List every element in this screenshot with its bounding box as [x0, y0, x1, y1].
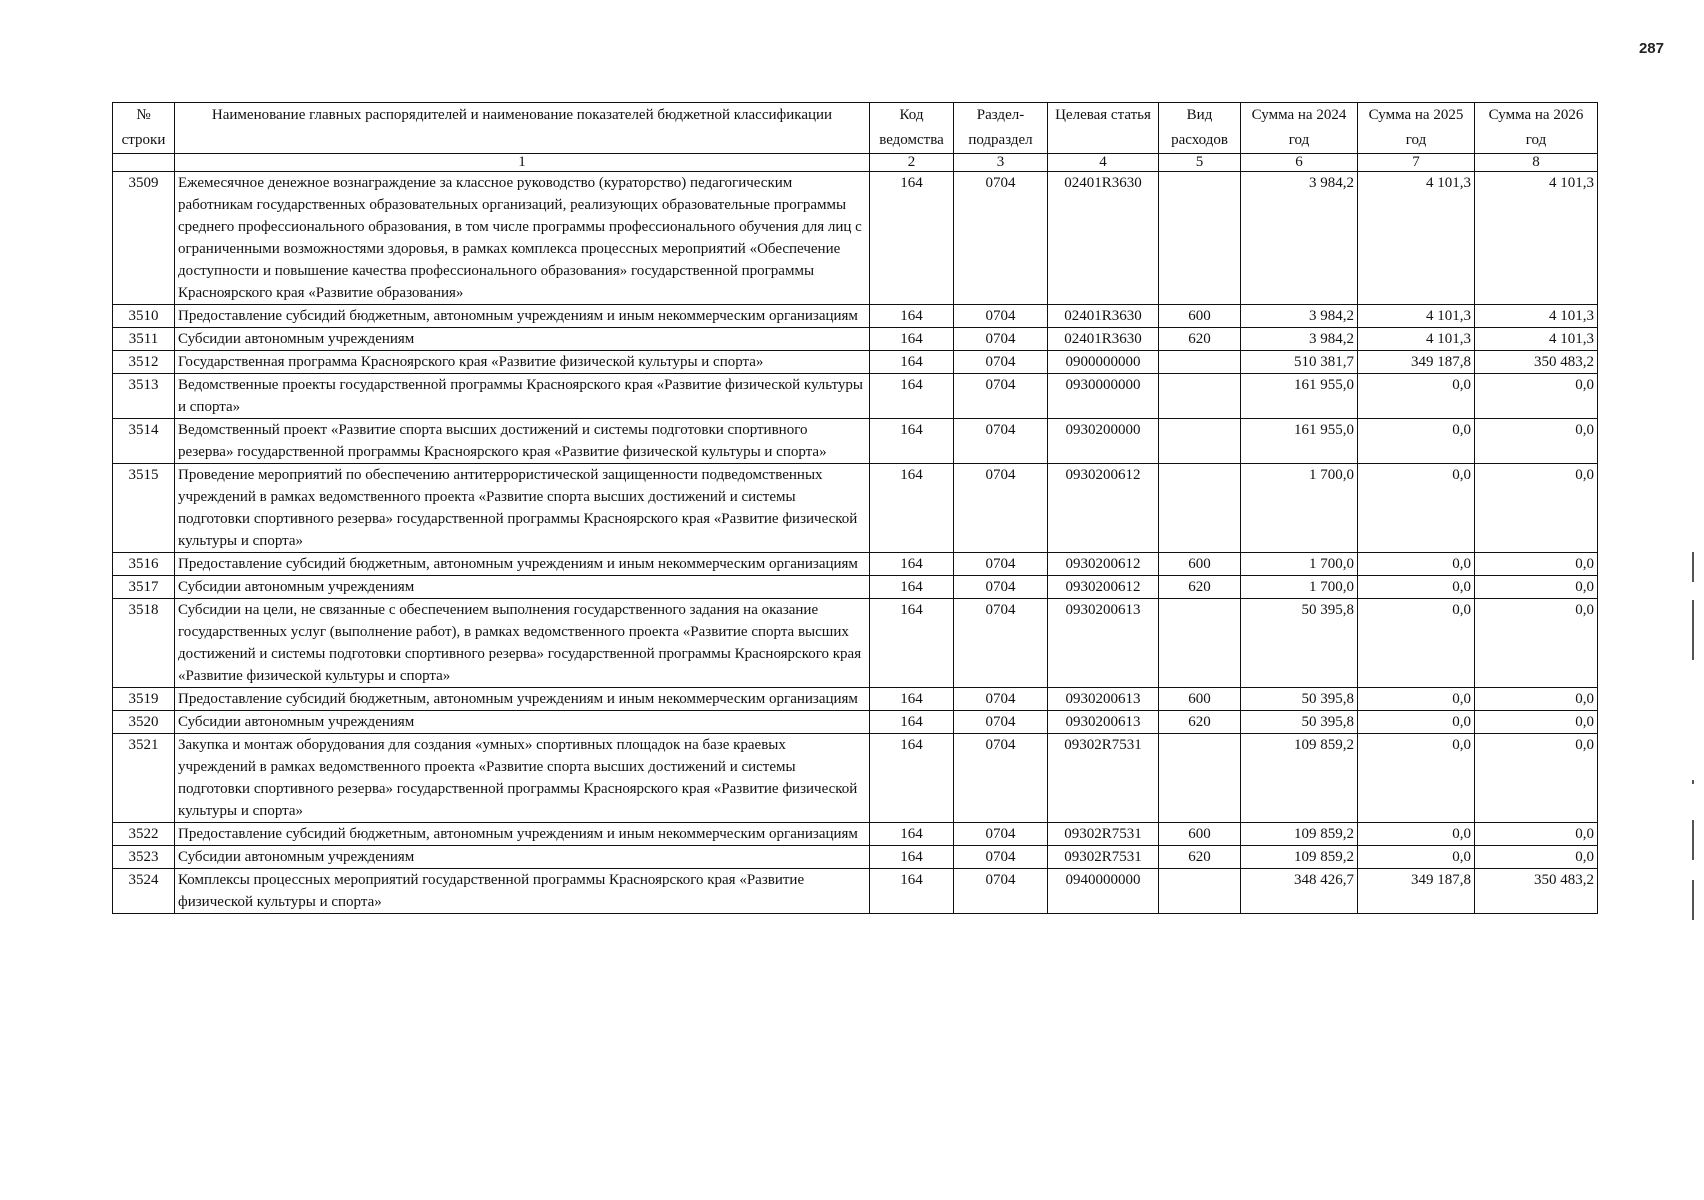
section-code: 0704	[954, 351, 1048, 374]
table-row	[113, 846, 1598, 869]
sum-2025: 0,0	[1358, 823, 1475, 846]
row-name: Ведомственные проекты государственной программы Красноярского края «Развитие физической культуры и спорта»	[175, 374, 870, 419]
sum-2026: 0,0	[1475, 576, 1598, 599]
dept-code: 164	[870, 172, 954, 305]
dept-code: 164	[870, 599, 954, 688]
header-expense-type: Вид расходов	[1159, 103, 1241, 154]
target-article: 02401R3630	[1048, 328, 1159, 351]
column-number: 1	[175, 154, 870, 172]
header-dept-code: Код ведомства	[870, 103, 954, 154]
header-row-number: № строки	[113, 103, 175, 154]
target-article: 09302R7531	[1048, 823, 1159, 846]
header-sum-2025: Сумма на 2025 год	[1358, 103, 1475, 154]
column-number: 4	[1048, 154, 1159, 172]
scan-mark	[1692, 880, 1694, 920]
sum-2025: 0,0	[1358, 599, 1475, 688]
sum-2024: 109 859,2	[1241, 846, 1358, 869]
sum-2026: 0,0	[1475, 688, 1598, 711]
column-number: 8	[1475, 154, 1598, 172]
section-code: 0704	[954, 823, 1048, 846]
header-row	[113, 103, 1598, 154]
column-number-row	[113, 154, 1598, 172]
sum-2026: 0,0	[1475, 464, 1598, 553]
sum-2026: 0,0	[1475, 846, 1598, 869]
header-target-article: Целевая статья	[1048, 103, 1159, 154]
sum-2024: 348 426,7	[1241, 869, 1358, 914]
row-number: 3516	[113, 553, 175, 576]
sum-2024: 510 381,7	[1241, 351, 1358, 374]
table-row	[113, 576, 1598, 599]
table-row	[113, 823, 1598, 846]
sum-2026: 0,0	[1475, 419, 1598, 464]
expense-type: 620	[1159, 576, 1241, 599]
row-name: Ежемесячное денежное вознаграждение за классное руководство (кураторство) педагогическим работникам государственных образовательных организаций, реализующих образовательные программы среднего профессионального образования, в том числе программы профессионального обучения для лиц с ограниченными возможностями здоровья, в рамках комплекса процессных мероприятий «Обеспечение доступности и повышение качества профессионального образования» государственной программы Красноярского края «Развитие образования»	[175, 172, 870, 305]
page-number: 287	[1638, 40, 1664, 57]
table-row	[113, 711, 1598, 734]
row-name: Предоставление субсидий бюджетным, автономным учреждениям и иным некоммерческим организациям	[175, 823, 870, 846]
sum-2024: 50 395,8	[1241, 688, 1358, 711]
section-code: 0704	[954, 374, 1048, 419]
expense-type: 600	[1159, 688, 1241, 711]
section-code: 0704	[954, 688, 1048, 711]
section-code: 0704	[954, 172, 1048, 305]
expense-type: 600	[1159, 823, 1241, 846]
row-number: 3523	[113, 846, 175, 869]
section-code: 0704	[954, 711, 1048, 734]
scan-mark	[1692, 820, 1694, 860]
target-article: 0930200612	[1048, 576, 1159, 599]
column-number: 3	[954, 154, 1048, 172]
table-row	[113, 305, 1598, 328]
sum-2025: 349 187,8	[1358, 351, 1475, 374]
target-article: 0930200613	[1048, 599, 1159, 688]
row-number: 3511	[113, 328, 175, 351]
row-number: 3524	[113, 869, 175, 914]
section-code: 0704	[954, 305, 1048, 328]
row-number: 3518	[113, 599, 175, 688]
section-code: 0704	[954, 553, 1048, 576]
sum-2024: 3 984,2	[1241, 328, 1358, 351]
sum-2025: 0,0	[1358, 846, 1475, 869]
row-number: 3515	[113, 464, 175, 553]
section-code: 0704	[954, 734, 1048, 823]
sum-2025: 0,0	[1358, 419, 1475, 464]
sum-2025: 0,0	[1358, 464, 1475, 553]
row-number: 3510	[113, 305, 175, 328]
sum-2024: 161 955,0	[1241, 374, 1358, 419]
expense-type	[1159, 419, 1241, 464]
row-number: 3519	[113, 688, 175, 711]
sum-2026: 0,0	[1475, 599, 1598, 688]
sum-2026: 4 101,3	[1475, 172, 1598, 305]
header-section: Раздел-подраздел	[954, 103, 1048, 154]
row-name: Проведение мероприятий по обеспечению антитеррористической защищенности подведомственных учреждений в рамках ведомственного проекта «Развитие спорта высших достижений и системы подготовки спортивного резерва» государственной программы Красноярского края «Развитие физической культуры и спорта»	[175, 464, 870, 553]
column-number: 2	[870, 154, 954, 172]
sum-2026: 0,0	[1475, 553, 1598, 576]
expense-type	[1159, 734, 1241, 823]
column-number: 7	[1358, 154, 1475, 172]
sum-2026: 0,0	[1475, 711, 1598, 734]
section-code: 0704	[954, 464, 1048, 553]
header-sum-2026: Сумма на 2026 год	[1475, 103, 1598, 154]
target-article: 0900000000	[1048, 351, 1159, 374]
sum-2025: 4 101,3	[1358, 305, 1475, 328]
sum-2026: 4 101,3	[1475, 305, 1598, 328]
header-name: Наименование главных распорядителей и наименование показателей бюджетной классификации	[175, 103, 870, 154]
expense-type: 620	[1159, 711, 1241, 734]
row-number: 3514	[113, 419, 175, 464]
table-row	[113, 172, 1598, 305]
sum-2024: 50 395,8	[1241, 711, 1358, 734]
table-row	[113, 328, 1598, 351]
dept-code: 164	[870, 351, 954, 374]
sum-2025: 0,0	[1358, 576, 1475, 599]
table-row	[113, 734, 1598, 823]
dept-code: 164	[870, 711, 954, 734]
expense-type	[1159, 374, 1241, 419]
target-article: 0930200613	[1048, 711, 1159, 734]
table-row	[113, 464, 1598, 553]
row-name: Субсидии автономным учреждениям	[175, 576, 870, 599]
expense-type	[1159, 869, 1241, 914]
sum-2024: 109 859,2	[1241, 823, 1358, 846]
section-code: 0704	[954, 419, 1048, 464]
row-number: 3517	[113, 576, 175, 599]
target-article: 02401R3630	[1048, 172, 1159, 305]
expense-type	[1159, 172, 1241, 305]
row-name: Ведомственный проект «Развитие спорта высших достижений и системы подготовки спортивного резерва» государственной программы Красноярского края «Развитие физической культуры и спорта»	[175, 419, 870, 464]
dept-code: 164	[870, 576, 954, 599]
header-sum-2024: Сумма на 2024 год	[1241, 103, 1358, 154]
target-article: 0930200612	[1048, 464, 1159, 553]
table-row	[113, 374, 1598, 419]
section-code: 0704	[954, 328, 1048, 351]
dept-code: 164	[870, 374, 954, 419]
sum-2024: 50 395,8	[1241, 599, 1358, 688]
dept-code: 164	[870, 846, 954, 869]
expense-type: 620	[1159, 328, 1241, 351]
dept-code: 164	[870, 553, 954, 576]
column-number: 5	[1159, 154, 1241, 172]
sum-2024: 1 700,0	[1241, 464, 1358, 553]
row-number: 3521	[113, 734, 175, 823]
sum-2024: 109 859,2	[1241, 734, 1358, 823]
target-article: 09302R7531	[1048, 734, 1159, 823]
dept-code: 164	[870, 464, 954, 553]
sum-2025: 349 187,8	[1358, 869, 1475, 914]
table-row	[113, 351, 1598, 374]
sum-2024: 3 984,2	[1241, 172, 1358, 305]
sum-2026: 0,0	[1475, 374, 1598, 419]
sum-2026: 4 101,3	[1475, 328, 1598, 351]
row-name: Субсидии автономным учреждениям	[175, 711, 870, 734]
target-article: 0930200613	[1048, 688, 1159, 711]
scan-mark	[1692, 600, 1694, 660]
expense-type: 600	[1159, 305, 1241, 328]
table-row	[113, 599, 1598, 688]
scan-mark	[1692, 780, 1694, 784]
sum-2026: 0,0	[1475, 823, 1598, 846]
row-number: 3513	[113, 374, 175, 419]
sum-2025: 0,0	[1358, 711, 1475, 734]
expense-type: 620	[1159, 846, 1241, 869]
dept-code: 164	[870, 305, 954, 328]
row-name: Предоставление субсидий бюджетным, автономным учреждениям и иным некоммерческим организациям	[175, 553, 870, 576]
sum-2025: 0,0	[1358, 374, 1475, 419]
sum-2026: 350 483,2	[1475, 869, 1598, 914]
row-name: Предоставление субсидий бюджетным, автономным учреждениям и иным некоммерческим организациям	[175, 305, 870, 328]
sum-2026: 350 483,2	[1475, 351, 1598, 374]
target-article: 02401R3630	[1048, 305, 1159, 328]
target-article: 0930200000	[1048, 419, 1159, 464]
row-name: Закупка и монтаж оборудования для создания «умных» спортивных площадок на базе краевых учреждений в рамках ведомственного проекта «Развитие спорта высших достижений и системы подготовки спортивного резерва» государственной программы Красноярского края «Развитие физической культуры и спорта»	[175, 734, 870, 823]
dept-code: 164	[870, 328, 954, 351]
row-number: 3522	[113, 823, 175, 846]
table-row	[113, 553, 1598, 576]
expense-type	[1159, 464, 1241, 553]
dept-code: 164	[870, 734, 954, 823]
table-row	[113, 688, 1598, 711]
sum-2024: 1 700,0	[1241, 553, 1358, 576]
target-article: 0940000000	[1048, 869, 1159, 914]
dept-code: 164	[870, 419, 954, 464]
row-name: Субсидии на цели, не связанные с обеспечением выполнения государственного задания на оказание государственных услуг (выполнение работ), в рамках ведомственного проекта «Развитие спорта высших достижений и системы подготовки спортивного резерва» государственной программы Красноярского края «Развитие физической культуры и спорта»	[175, 599, 870, 688]
row-name: Комплексы процессных мероприятий государственной программы Красноярского края «Развитие физической культуры и спорта»	[175, 869, 870, 914]
sum-2025: 4 101,3	[1358, 328, 1475, 351]
scan-mark	[1692, 552, 1694, 582]
expense-type	[1159, 599, 1241, 688]
column-number	[113, 154, 175, 172]
sum-2024: 3 984,2	[1241, 305, 1358, 328]
target-article: 0930000000	[1048, 374, 1159, 419]
dept-code: 164	[870, 869, 954, 914]
table-row	[113, 869, 1598, 914]
row-number: 3520	[113, 711, 175, 734]
expense-type	[1159, 351, 1241, 374]
table-row	[113, 419, 1598, 464]
sum-2025: 0,0	[1358, 734, 1475, 823]
section-code: 0704	[954, 576, 1048, 599]
row-number: 3509	[113, 172, 175, 305]
sum-2025: 4 101,3	[1358, 172, 1475, 305]
expense-type: 600	[1159, 553, 1241, 576]
budget-table	[112, 102, 1598, 914]
target-article: 09302R7531	[1048, 846, 1159, 869]
dept-code: 164	[870, 823, 954, 846]
row-name: Субсидии автономным учреждениям	[175, 328, 870, 351]
section-code: 0704	[954, 869, 1048, 914]
dept-code: 164	[870, 688, 954, 711]
sum-2024: 1 700,0	[1241, 576, 1358, 599]
row-name: Субсидии автономным учреждениям	[175, 846, 870, 869]
sum-2026: 0,0	[1475, 734, 1598, 823]
row-number: 3512	[113, 351, 175, 374]
target-article: 0930200612	[1048, 553, 1159, 576]
column-number: 6	[1241, 154, 1358, 172]
row-name: Государственная программа Красноярского края «Развитие физической культуры и спорта»	[175, 351, 870, 374]
sum-2025: 0,0	[1358, 688, 1475, 711]
sum-2024: 161 955,0	[1241, 419, 1358, 464]
section-code: 0704	[954, 599, 1048, 688]
sum-2025: 0,0	[1358, 553, 1475, 576]
section-code: 0704	[954, 846, 1048, 869]
row-name: Предоставление субсидий бюджетным, автономным учреждениям и иным некоммерческим организациям	[175, 688, 870, 711]
